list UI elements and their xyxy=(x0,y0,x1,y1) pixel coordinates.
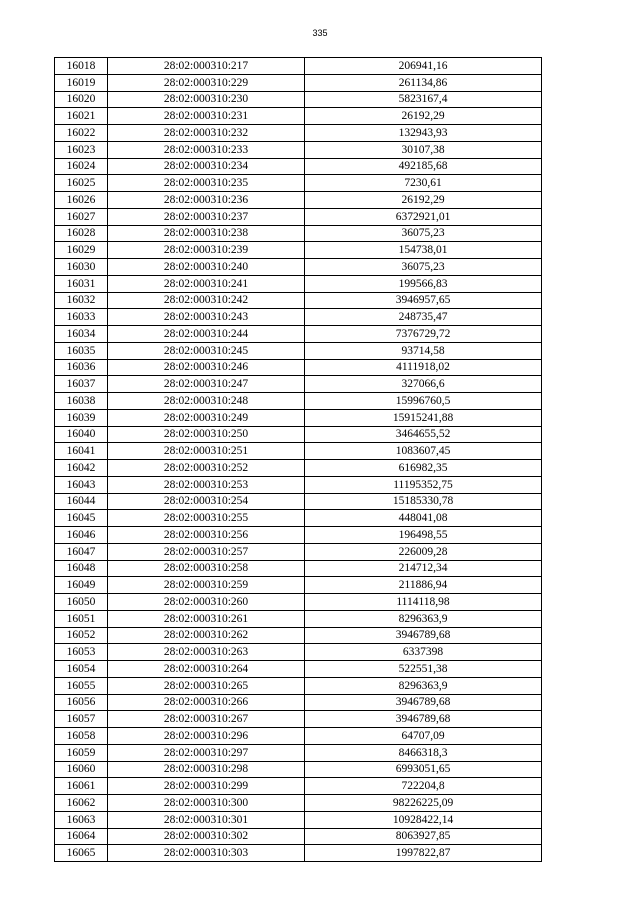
table-row xyxy=(55,610,542,627)
cadastral-number-cell: 28:02:000310:265 xyxy=(108,677,305,694)
table-row xyxy=(55,175,542,192)
table-row xyxy=(55,58,542,75)
value-cell: 36075,23 xyxy=(305,259,542,276)
cadastral-number-cell: 28:02:000310:303 xyxy=(108,845,305,862)
row-number-cell: 16018 xyxy=(55,58,108,75)
value-cell: 15185330,78 xyxy=(305,493,542,510)
cadastral-number-cell: 28:02:000310:238 xyxy=(108,225,305,242)
cadastral-number-cell: 28:02:000310:241 xyxy=(108,275,305,292)
row-number-cell: 16045 xyxy=(55,510,108,527)
table-row xyxy=(55,543,542,560)
value-cell: 132943,93 xyxy=(305,125,542,142)
row-number-cell: 16055 xyxy=(55,677,108,694)
value-cell: 98226225,09 xyxy=(305,795,542,812)
cadastral-number-cell: 28:02:000310:234 xyxy=(108,158,305,175)
cadastral-number-cell: 28:02:000310:230 xyxy=(108,91,305,108)
cadastral-number-cell: 28:02:000310:247 xyxy=(108,376,305,393)
value-cell: 8063927,85 xyxy=(305,828,542,845)
cadastral-number-cell: 28:02:000310:244 xyxy=(108,326,305,343)
table-row xyxy=(55,694,542,711)
table-row xyxy=(55,661,542,678)
row-number-cell: 16024 xyxy=(55,158,108,175)
table-row xyxy=(55,828,542,845)
value-cell: 26192,29 xyxy=(305,192,542,209)
table-row xyxy=(55,527,542,544)
row-number-cell: 16059 xyxy=(55,744,108,761)
table-row xyxy=(55,275,542,292)
cadastral-number-cell: 28:02:000310:249 xyxy=(108,409,305,426)
cadastral-number-cell: 28:02:000310:259 xyxy=(108,577,305,594)
value-cell: 3946957,65 xyxy=(305,292,542,309)
table-row xyxy=(55,811,542,828)
table-row xyxy=(55,208,542,225)
row-number-cell: 16033 xyxy=(55,309,108,326)
cadastral-number-cell: 28:02:000310:258 xyxy=(108,560,305,577)
cadastral-number-cell: 28:02:000310:248 xyxy=(108,393,305,410)
value-cell: 3946789,68 xyxy=(305,694,542,711)
row-number-cell: 16032 xyxy=(55,292,108,309)
table-row xyxy=(55,560,542,577)
table-row xyxy=(55,426,542,443)
table-row xyxy=(55,359,542,376)
table-row xyxy=(55,74,542,91)
row-number-cell: 16022 xyxy=(55,125,108,142)
cadastral-number-cell: 28:02:000310:256 xyxy=(108,527,305,544)
row-number-cell: 16051 xyxy=(55,610,108,627)
table-row xyxy=(55,744,542,761)
cadastral-number-cell: 28:02:000310:296 xyxy=(108,728,305,745)
value-cell: 6372921,01 xyxy=(305,208,542,225)
value-cell: 36075,23 xyxy=(305,225,542,242)
row-number-cell: 16020 xyxy=(55,91,108,108)
row-number-cell: 16019 xyxy=(55,74,108,91)
value-cell: 522551,38 xyxy=(305,661,542,678)
table-row xyxy=(55,192,542,209)
cadastral-number-cell: 28:02:000310:239 xyxy=(108,242,305,259)
cadastral-number-cell: 28:02:000310:255 xyxy=(108,510,305,527)
value-cell: 8296363,9 xyxy=(305,677,542,694)
value-cell: 11195352,75 xyxy=(305,476,542,493)
row-number-cell: 16027 xyxy=(55,208,108,225)
row-number-cell: 16065 xyxy=(55,845,108,862)
row-number-cell: 16043 xyxy=(55,476,108,493)
table-row xyxy=(55,845,542,862)
value-cell: 327066,6 xyxy=(305,376,542,393)
value-cell: 15996760,5 xyxy=(305,393,542,410)
cadastral-number-cell: 28:02:000310:232 xyxy=(108,125,305,142)
table-row xyxy=(55,443,542,460)
value-cell: 199566,83 xyxy=(305,275,542,292)
row-number-cell: 16054 xyxy=(55,661,108,678)
cadastral-number-cell: 28:02:000310:298 xyxy=(108,761,305,778)
cadastral-number-cell: 28:02:000310:261 xyxy=(108,610,305,627)
row-number-cell: 16064 xyxy=(55,828,108,845)
row-number-cell: 16038 xyxy=(55,393,108,410)
table-row xyxy=(55,292,542,309)
value-cell: 26192,29 xyxy=(305,108,542,125)
cadastral-number-cell: 28:02:000310:236 xyxy=(108,192,305,209)
cadastral-number-cell: 28:02:000310:263 xyxy=(108,644,305,661)
table-row xyxy=(55,225,542,242)
table-body xyxy=(55,58,542,862)
table-row xyxy=(55,393,542,410)
row-number-cell: 16046 xyxy=(55,527,108,544)
cadastral-number-cell: 28:02:000310:217 xyxy=(108,58,305,75)
row-number-cell: 16048 xyxy=(55,560,108,577)
row-number-cell: 16050 xyxy=(55,594,108,611)
table-row xyxy=(55,711,542,728)
row-number-cell: 16057 xyxy=(55,711,108,728)
cadastral-number-cell: 28:02:000310:267 xyxy=(108,711,305,728)
row-number-cell: 16049 xyxy=(55,577,108,594)
cadastral-number-cell: 28:02:000310:233 xyxy=(108,141,305,158)
data-table xyxy=(54,57,542,862)
table-row xyxy=(55,108,542,125)
cadastral-number-cell: 28:02:000310:235 xyxy=(108,175,305,192)
cadastral-number-cell: 28:02:000310:252 xyxy=(108,460,305,477)
table-row xyxy=(55,125,542,142)
cadastral-number-cell: 28:02:000310:242 xyxy=(108,292,305,309)
value-cell: 3946789,68 xyxy=(305,711,542,728)
cadastral-number-cell: 28:02:000310:229 xyxy=(108,74,305,91)
row-number-cell: 16023 xyxy=(55,141,108,158)
table-row xyxy=(55,376,542,393)
row-number-cell: 16030 xyxy=(55,259,108,276)
row-number-cell: 16042 xyxy=(55,460,108,477)
value-cell: 154738,01 xyxy=(305,242,542,259)
table-row xyxy=(55,141,542,158)
cadastral-number-cell: 28:02:000310:253 xyxy=(108,476,305,493)
value-cell: 214712,34 xyxy=(305,560,542,577)
page-number: 335 xyxy=(312,28,328,38)
table-row xyxy=(55,761,542,778)
row-number-cell: 16040 xyxy=(55,426,108,443)
cadastral-number-cell: 28:02:000310:301 xyxy=(108,811,305,828)
cadastral-number-cell: 28:02:000310:243 xyxy=(108,309,305,326)
row-number-cell: 16028 xyxy=(55,225,108,242)
row-number-cell: 16031 xyxy=(55,275,108,292)
table-row xyxy=(55,91,542,108)
value-cell: 261134,86 xyxy=(305,74,542,91)
value-cell: 1997822,87 xyxy=(305,845,542,862)
row-number-cell: 16060 xyxy=(55,761,108,778)
table-row xyxy=(55,644,542,661)
value-cell: 5823167,4 xyxy=(305,91,542,108)
cadastral-number-cell: 28:02:000310:262 xyxy=(108,627,305,644)
value-cell: 196498,55 xyxy=(305,527,542,544)
row-number-cell: 16021 xyxy=(55,108,108,125)
value-cell: 6337398 xyxy=(305,644,542,661)
value-cell: 10928422,14 xyxy=(305,811,542,828)
value-cell: 64707,09 xyxy=(305,728,542,745)
cadastral-number-cell: 28:02:000310:302 xyxy=(108,828,305,845)
row-number-cell: 16039 xyxy=(55,409,108,426)
value-cell: 8296363,9 xyxy=(305,610,542,627)
row-number-cell: 16029 xyxy=(55,242,108,259)
table-row xyxy=(55,728,542,745)
row-number-cell: 16025 xyxy=(55,175,108,192)
cadastral-number-cell: 28:02:000310:300 xyxy=(108,795,305,812)
value-cell: 7376729,72 xyxy=(305,326,542,343)
cadastral-number-cell: 28:02:000310:250 xyxy=(108,426,305,443)
cadastral-number-cell: 28:02:000310:254 xyxy=(108,493,305,510)
table-row xyxy=(55,242,542,259)
cadastral-number-cell: 28:02:000310:299 xyxy=(108,778,305,795)
cadastral-number-cell: 28:02:000310:257 xyxy=(108,543,305,560)
table-row xyxy=(55,476,542,493)
cadastral-number-cell: 28:02:000310:246 xyxy=(108,359,305,376)
value-cell: 1083607,45 xyxy=(305,443,542,460)
value-cell: 8466318,3 xyxy=(305,744,542,761)
row-number-cell: 16037 xyxy=(55,376,108,393)
table-row xyxy=(55,460,542,477)
value-cell: 248735,47 xyxy=(305,309,542,326)
value-cell: 3946789,68 xyxy=(305,627,542,644)
table-row xyxy=(55,677,542,694)
row-number-cell: 16026 xyxy=(55,192,108,209)
cadastral-number-cell: 28:02:000310:231 xyxy=(108,108,305,125)
table-row xyxy=(55,627,542,644)
row-number-cell: 16041 xyxy=(55,443,108,460)
value-cell: 7230,61 xyxy=(305,175,542,192)
value-cell: 226009,28 xyxy=(305,543,542,560)
table-row xyxy=(55,326,542,343)
row-number-cell: 16058 xyxy=(55,728,108,745)
cadastral-number-cell: 28:02:000310:245 xyxy=(108,342,305,359)
table-row xyxy=(55,493,542,510)
row-number-cell: 16063 xyxy=(55,811,108,828)
cadastral-number-cell: 28:02:000310:237 xyxy=(108,208,305,225)
value-cell: 211886,94 xyxy=(305,577,542,594)
value-cell: 448041,08 xyxy=(305,510,542,527)
cadastral-number-cell: 28:02:000310:266 xyxy=(108,694,305,711)
value-cell: 93714,58 xyxy=(305,342,542,359)
table-row xyxy=(55,594,542,611)
row-number-cell: 16035 xyxy=(55,342,108,359)
cadastral-number-cell: 28:02:000310:240 xyxy=(108,259,305,276)
row-number-cell: 16056 xyxy=(55,694,108,711)
value-cell: 1114118,98 xyxy=(305,594,542,611)
table-row xyxy=(55,259,542,276)
table-row xyxy=(55,342,542,359)
table-row xyxy=(55,409,542,426)
table-row xyxy=(55,158,542,175)
table-row xyxy=(55,795,542,812)
value-cell: 492185,68 xyxy=(305,158,542,175)
value-cell: 206941,16 xyxy=(305,58,542,75)
cadastral-number-cell: 28:02:000310:297 xyxy=(108,744,305,761)
table-row xyxy=(55,309,542,326)
value-cell: 6993051,65 xyxy=(305,761,542,778)
cadastral-number-cell: 28:02:000310:264 xyxy=(108,661,305,678)
table-row xyxy=(55,510,542,527)
value-cell: 3464655,52 xyxy=(305,426,542,443)
cadastral-number-cell: 28:02:000310:251 xyxy=(108,443,305,460)
row-number-cell: 16036 xyxy=(55,359,108,376)
row-number-cell: 16034 xyxy=(55,326,108,343)
row-number-cell: 16062 xyxy=(55,795,108,812)
row-number-cell: 16052 xyxy=(55,627,108,644)
value-cell: 4111918,02 xyxy=(305,359,542,376)
value-cell: 722204,8 xyxy=(305,778,542,795)
value-cell: 15915241,88 xyxy=(305,409,542,426)
cadastral-number-cell: 28:02:000310:260 xyxy=(108,594,305,611)
value-cell: 30107,38 xyxy=(305,141,542,158)
value-cell: 616982,35 xyxy=(305,460,542,477)
table-row xyxy=(55,778,542,795)
row-number-cell: 16061 xyxy=(55,778,108,795)
row-number-cell: 16047 xyxy=(55,543,108,560)
row-number-cell: 16044 xyxy=(55,493,108,510)
row-number-cell: 16053 xyxy=(55,644,108,661)
table-row xyxy=(55,577,542,594)
